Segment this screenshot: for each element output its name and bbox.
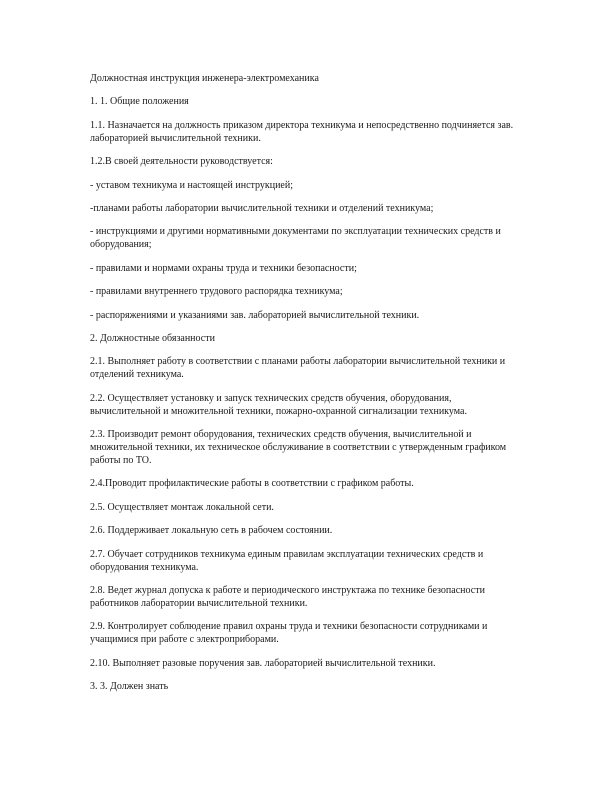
paragraph-2-2: 2.2. Осуществляет установку и запуск технических средств обучения, оборудования, вычислительной и множительной техники, пожарно-охранной сигнализации техникума. — [90, 392, 467, 417]
paragraph-2-7: 2.7. Обучает сотрудников техникума единым правилам эксплуатации технических средств и оборудования техникума. — [90, 548, 484, 573]
paragraph-2-8: 2.8. Ведет журнал допуска к работе и периодического инструктажа по технике безопасности работников лаборатории вычислительной техники. — [90, 585, 485, 610]
paragraph-2-5: 2.5. Осуществляет монтаж локальной сети. — [90, 501, 274, 513]
list-item: - инструкциями и другими нормативными документами по эксплуатации технических средств и оборудования; — [90, 226, 501, 251]
paragraph-1-2: 1.2.В своей деятельности руководствуется: — [90, 156, 273, 168]
paragraph-2-3: 2.3. Производит ремонт оборудования, технических средств обучения, вычислительной и множительной техники, их техническое обслуживание в соответствии с утвержденным графиком работы по ТО. — [90, 429, 507, 467]
list-item: -планами работы лаборатории вычислительной техники и отделений техникума; — [90, 202, 434, 214]
list-item: - распоряжениями и указаниями зав. лабораторией вычислительной техники. — [90, 309, 420, 321]
document-title: Должностная инструкция инженера-электромеханика — [90, 73, 319, 84]
section-heading-general: 1. 1. Общие положения — [90, 96, 189, 108]
section-heading-duties: 2. Должностные обязанности — [90, 332, 215, 344]
paragraph-2-6: 2.6. Поддерживает локальную сеть в рабочем состоянии. — [90, 525, 333, 537]
document-body — [90, 72, 522, 704]
paragraph-2-4: 2.4.Проводит профилактические работы в соответствии с графиком работы. — [90, 478, 414, 490]
paragraph-2-1: 2.1. Выполняет работу в соответствии с планами работы лаборатории вычислительной техники и отделений техникума. — [90, 356, 506, 381]
section-heading-must-know: 3. 3. Должен знать — [90, 681, 169, 693]
list-item: - правилами внутреннего трудового распорядка техникума; — [90, 286, 343, 298]
paragraph-2-9: 2.9. Контролирует соблюдение правил охраны труда и техники безопасности сотрудниками и учащимися при работе с электроприборами. — [90, 621, 488, 646]
list-item: - правилами и нормами охраны труда и техники безопасности; — [90, 262, 357, 274]
list-item: - уставом техникума и настоящей инструкцией; — [90, 179, 294, 191]
paragraph-1-1: 1.1. Назначается на должность приказом директора техникума и непосредственно подчиняется зав. лабораторией вычислительной техники. — [90, 119, 514, 144]
paragraph-2-10: 2.10. Выполняет разовые поручения зав. лабораторией вычислительной техники. — [90, 657, 436, 669]
